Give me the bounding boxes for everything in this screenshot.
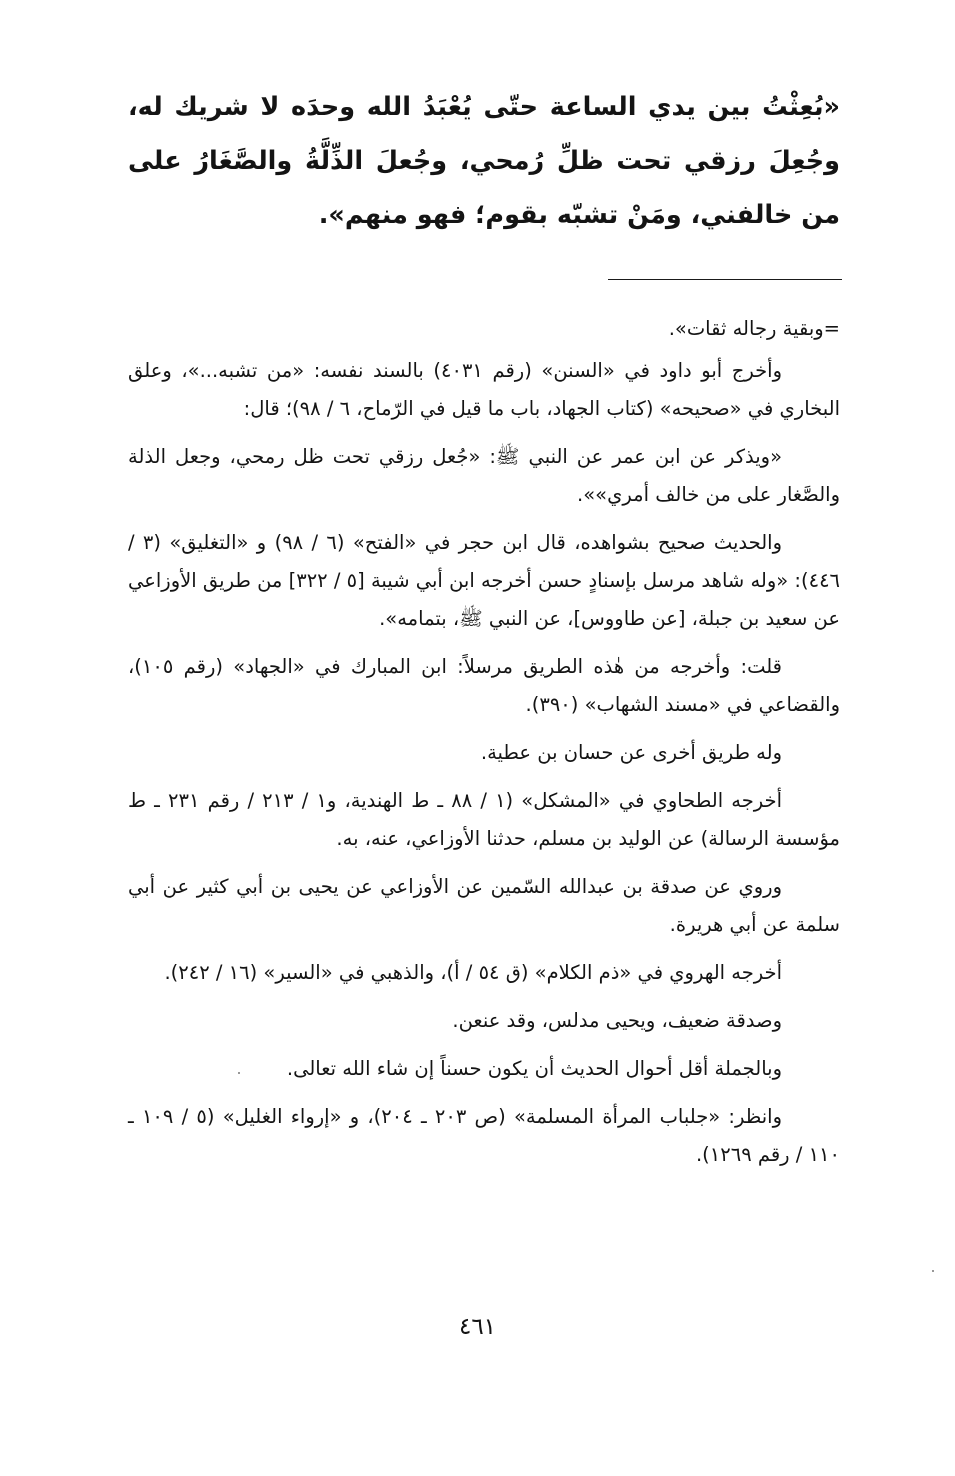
footnote-paragraph: والحديث صحيح بشواهده، قال ابن حجر في «الفتح» (٦ / ٩٨) و «التغليق» (٣ / ٤٤٦): «وله شاهد مرسل بإسنادٍ حسن أخرجه ابن أبي شيبة [٥ / ٣٢٢] من طريق الأوزاعي عن سعيد بن جبلة، [عن طاووس]، عن النبي ﷺ، بتمامه».: [128, 531, 841, 630]
footnote-paragraph: قلت: وأخرجه من هٰذه الطريق مرسلاً: ابن المبارك في «الجهاد» (رقم ١٠٥)، والقضاعي في «مسند الشهاب» (٣٩٠).: [128, 655, 840, 716]
hadith-text-block: [128, 80, 840, 242]
page-number: ٤٦١: [458, 1314, 497, 1340]
footnote-paragraph: أخرجه الطحاوي في «المشكل» (١ / ٨٨ ـ ط الهندية، و١ / ٢١٣ / رقم ٢٣١ ـ ط مؤسسة الرسالة) عن الوليد بن مسلم، حدثنا الأوزاعي، عنه، به.: [128, 789, 840, 850]
footnote-paragraph: وله طريق أخرى عن حسان بن عطية.: [480, 741, 782, 764]
footnote-paragraph: وانظر: «جلباب المرأة المسلمة» (ص ٢٠٣ ـ ٢٠٤)، و «إرواء الغليل» (٥ / ١٠٩ ـ ١١٠ / رقم ١٢٦٩).: [128, 1105, 840, 1166]
scan-speck: [932, 1270, 934, 1272]
footnotes-block: [128, 310, 840, 1184]
footnote-paragraph: وبالجملة أقل أحوال الحديث أن يكون حسناً إن شاء الله تعالى.: [286, 1057, 782, 1080]
footnote-paragraph: أخرجه الهروي في «ذم الكلام» (ق ٥٤ / أ)، والذهبي في «السير» (١٦ / ٢٤٢).: [164, 961, 782, 984]
footnote-paragraph: وصدقة ضعيف، ويحيى مدلس، وقد عنعن.: [452, 1009, 782, 1032]
footnote-paragraph: «ويذكر عن ابن عمر عن النبي ﷺ: «جُعل رزقي تحت ظل رمحي، وجعل الذلة والصَّغار على من خالف أمري»».: [128, 445, 840, 506]
scan-speck: [238, 1072, 240, 1074]
footnote-paragraph: وروي عن صدقة بن عبدالله السّمين عن الأوزاعي عن يحيى بن أبي كثير عن أبي سلمة عن أبي هريرة.: [128, 875, 840, 936]
footnote-divider: [608, 279, 842, 280]
footnote-paragraph: =وبقية رجاله ثقات».: [668, 317, 840, 340]
hadith-text: «بُعِثْتُ بين يدي الساعة حتّى يُعْبَدُ الله وحدَه لا شريك له، وجُعِلَ رزقي تحت ظلِّ رُمحي، وجُعلَ الذِّلَّةُ والصَّغَارُ على من خالفني، ومَنْ تشبّه بقوم؛ فهو منهم».: [128, 92, 840, 230]
footnote-paragraph: وأخرج أبو داود في «السنن» (رقم ٤٠٣١) بالسند نفسه: «من تشبه...»، وعلق البخاري في «صحيحه» (كتاب الجهاد، باب ما قيل في الرّماح، ٦ / ٩٨)؛ قال:: [128, 359, 840, 420]
